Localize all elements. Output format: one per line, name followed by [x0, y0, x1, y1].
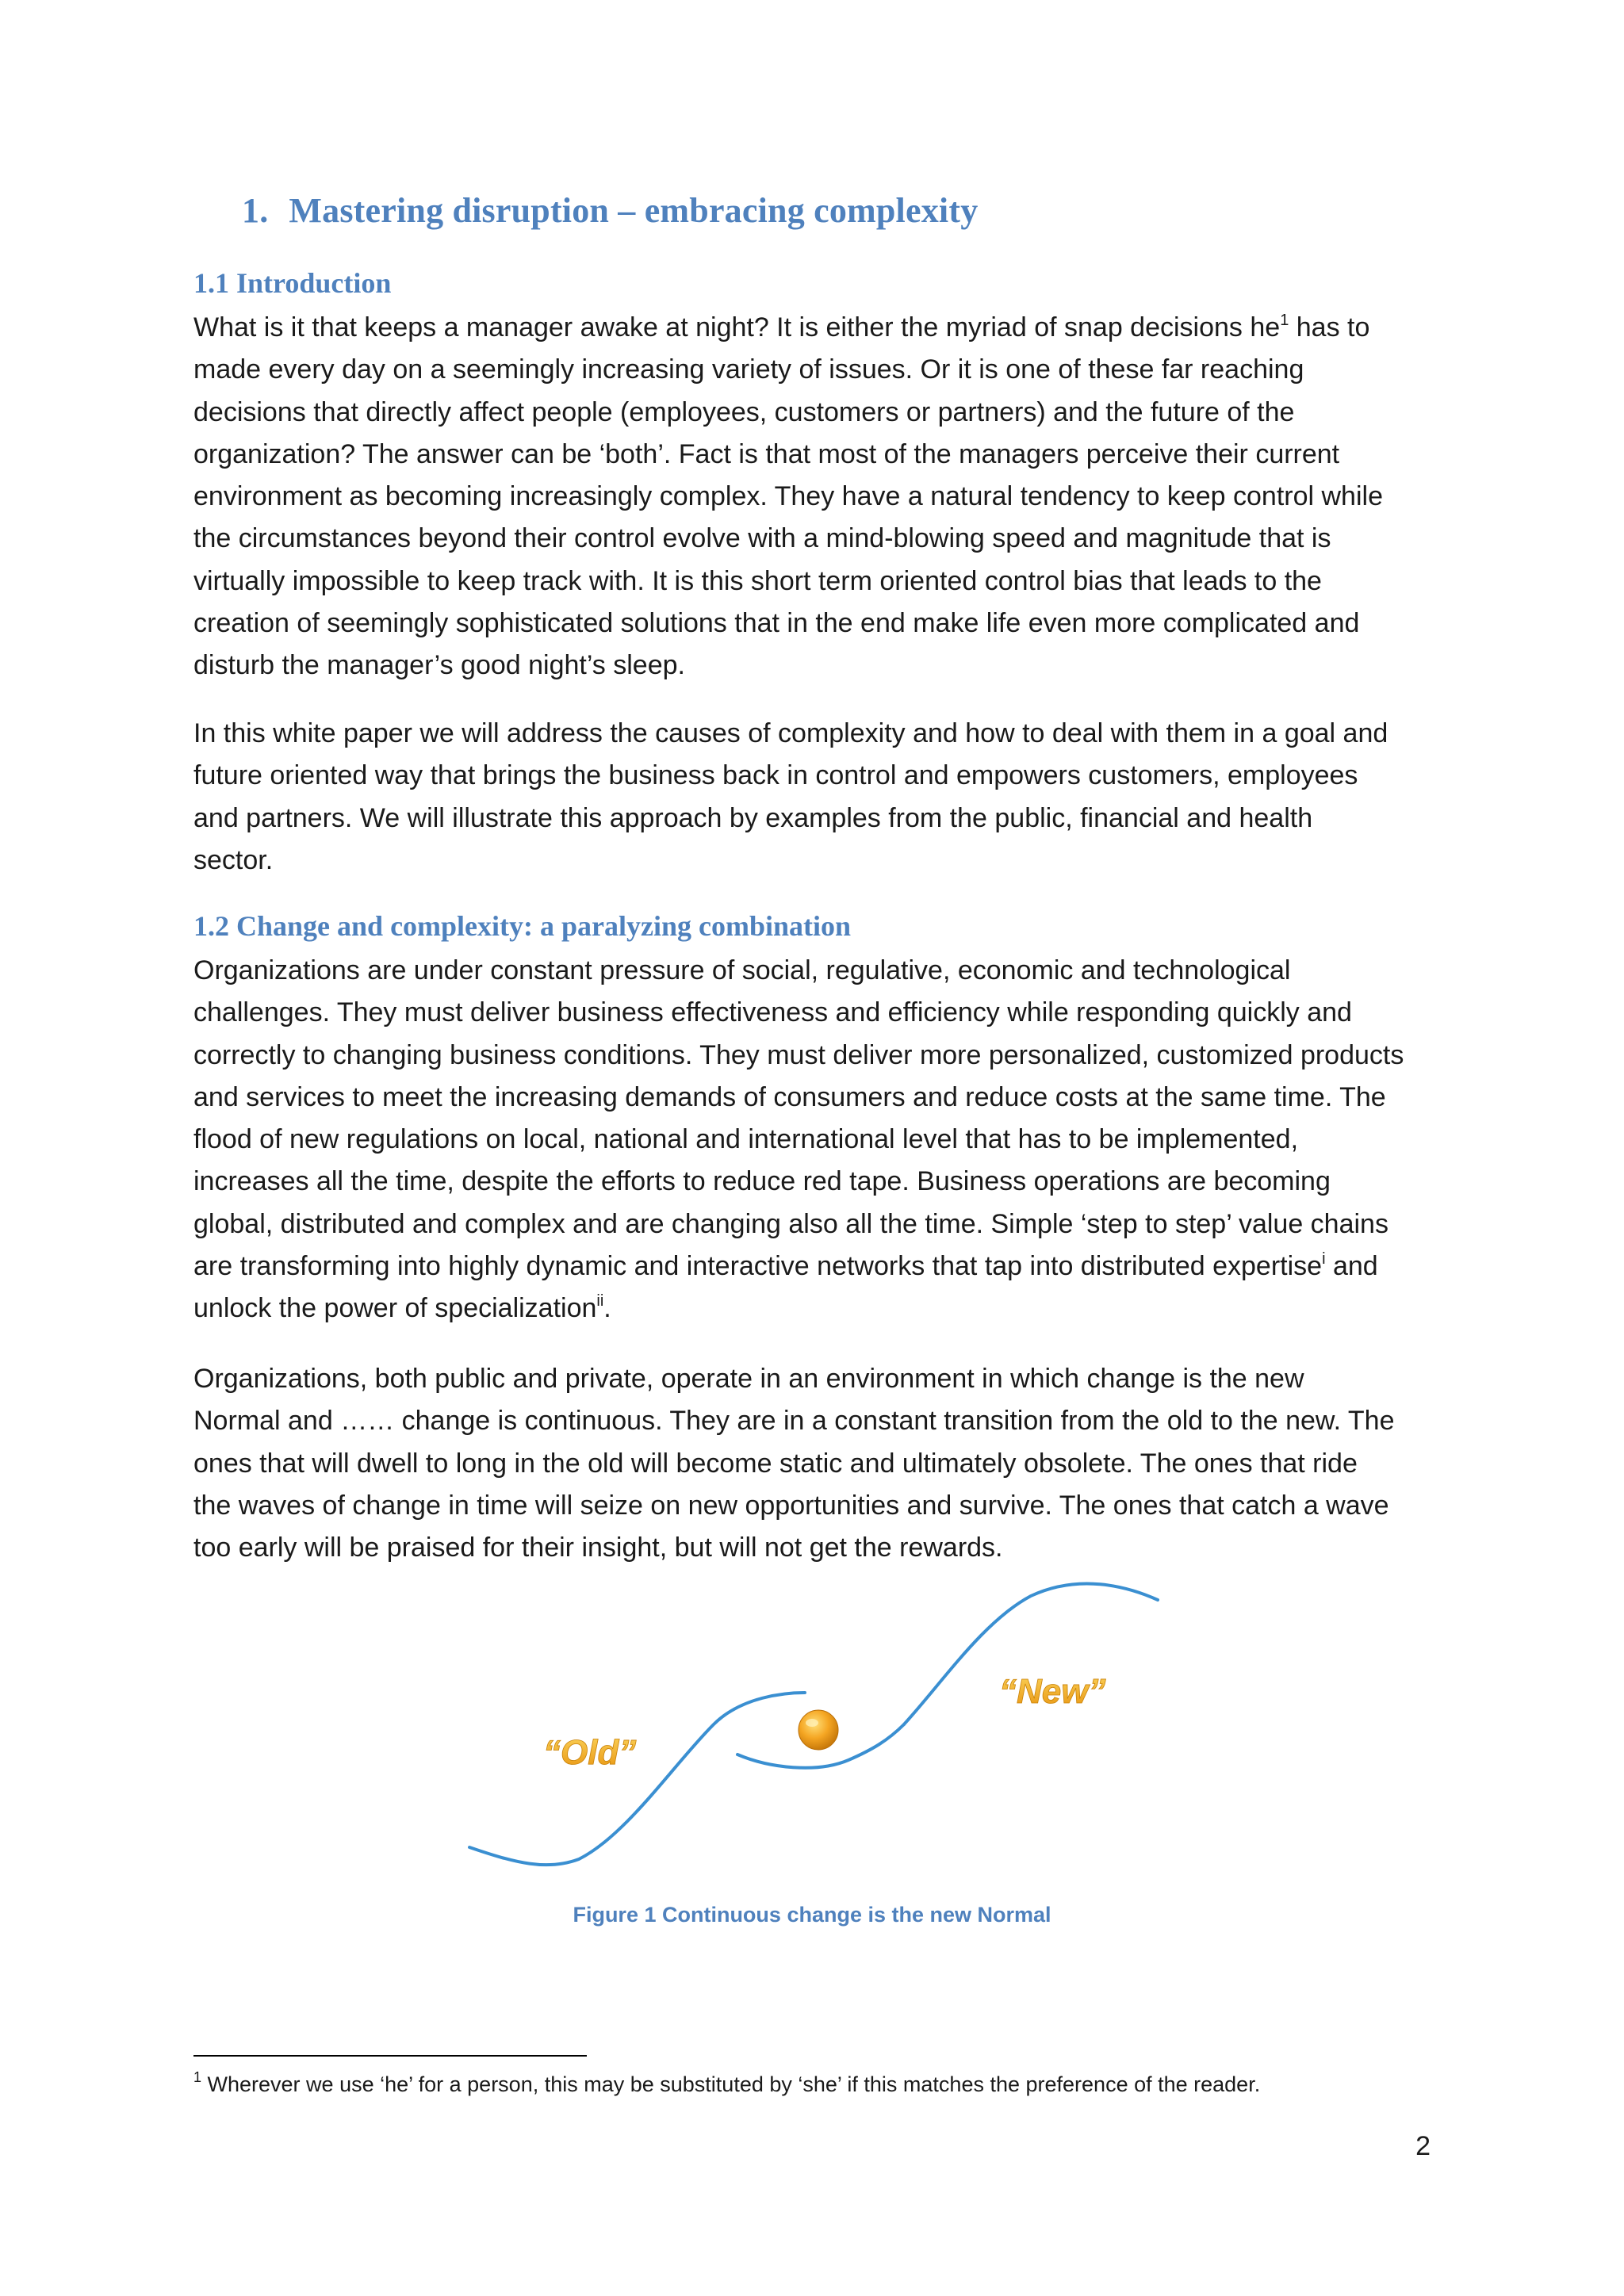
text-run: .	[603, 1293, 611, 1324]
change-paragraph-1	[193, 950, 1450, 1330]
text-line: Normal and …… change is continuous. They are in a constant transition from the old to the new. The	[193, 1406, 1395, 1437]
text-line	[193, 1288, 1450, 1330]
footnote-text: Wherever we use ‘he’ for a person, this may be substituted by ‘she’ if this matches the preference of the reader.	[201, 2072, 1261, 2096]
page-number: 2	[1415, 2131, 1431, 2161]
text-line: correctly to changing business conditions. They must deliver more personalized, customized products	[193, 1039, 1404, 1070]
text-line: Organizations are under constant pressure of social, regulative, economic and technological	[193, 955, 1291, 985]
text-line: made every day on a seemingly increasing variety of issues. Or it is one of these far reaching	[193, 354, 1304, 385]
figure-caption: Figure 1 Continuous change is the new Normal	[573, 1903, 1051, 1927]
wave-illustration	[444, 1574, 1189, 1899]
text-line: too early will be praised for their insight, but will not get the rewards.	[193, 1533, 1003, 1563]
old-wave-curve	[469, 1693, 805, 1865]
page-title	[242, 190, 978, 231]
text-line: future oriented way that brings the business back in control and empowers customers, employees	[193, 760, 1358, 791]
text-line: disturb the manager’s good night’s sleep.	[193, 650, 685, 681]
text-line: and partners. We will illustrate this approach by examples from the public, financial and health	[193, 802, 1313, 833]
text-line: the waves of change in time will seize on new opportunities and survive. The ones that catch a wave	[193, 1490, 1389, 1521]
label-old: “Old”	[543, 1733, 637, 1772]
text-line: flood of new regulations on local, national and international level that has to be implemented,	[193, 1124, 1299, 1155]
section-heading-introduction: 1.1 Introduction	[193, 267, 392, 299]
text-line	[193, 307, 1450, 349]
endnote-reference[interactable]: ii	[596, 1292, 604, 1311]
heading-title: Mastering disruption – embracing complexity	[289, 191, 979, 230]
text-run: unlock the power of specialization	[193, 1293, 597, 1324]
intro-paragraph-1	[193, 307, 1450, 687]
intro-paragraph-2	[193, 713, 1450, 882]
text-line: sector.	[193, 844, 274, 875]
text-line: decisions that directly affect people (employees, customers or partners) and the future of the	[193, 396, 1295, 427]
text-run: and	[1325, 1251, 1378, 1282]
footnote-reference[interactable]: 1	[1280, 312, 1289, 329]
text-line: global, distributed and complex and are changing also all the time. Simple ‘step to step’ value chains	[193, 1208, 1388, 1239]
section-heading-change-complexity: 1.2 Change and complexity: a paralyzing combination	[193, 910, 852, 942]
heading-number: 1.	[242, 191, 269, 230]
text-line: creation of seemingly sophisticated solutions that in the end make life even more complicated and	[193, 608, 1360, 639]
footnote	[193, 2069, 1261, 2097]
ball-icon	[799, 1710, 838, 1750]
text-run: What is it that keeps a manager awake at night? It is either the myriad of snap decisions he	[193, 312, 1281, 342]
text-line: environment as becoming increasingly complex. They have a natural tendency to keep control while	[193, 481, 1383, 512]
text-run: has to	[1289, 312, 1370, 342]
figure-continuous-change	[444, 1574, 1189, 1899]
text-line: ones that will dwell to long in the old will become static and ultimately obsolete. The ones that ride	[193, 1448, 1358, 1479]
text-line: virtually impossible to keep track with. It is this short term oriented control bias that leads to the	[193, 565, 1322, 596]
text-line: Organizations, both public and private, operate in an environment in which change is the new	[193, 1364, 1304, 1394]
text-line: the circumstances beyond their control evolve with a mind-blowing speed and magnitude that is	[193, 523, 1331, 554]
text-line: In this white paper we will address the causes of complexity and how to deal with them in a goal and	[193, 718, 1388, 748]
footnote-marker: 1	[193, 2069, 202, 2085]
label-new: “New”	[999, 1672, 1106, 1711]
text-line: challenges. They must deliver business effectiveness and efficiency while responding quickly and	[193, 997, 1352, 1028]
change-paragraph-2	[193, 1358, 1450, 1569]
footnote-separator	[193, 2055, 587, 2057]
endnote-reference[interactable]: i	[1322, 1250, 1326, 1269]
text-line: and services to meet the increasing demands of consumers and reduce costs at the same time. The	[193, 1081, 1386, 1112]
text-line	[193, 1246, 1450, 1288]
text-line: organization? The answer can be ‘both’. Fact is that most of the managers perceive their current	[193, 438, 1340, 469]
text-line: increases all the time, despite the efforts to reduce red tape. Business operations are becoming	[193, 1166, 1331, 1197]
text-run: are transforming into highly dynamic and interactive networks that tap into distributed expertise	[193, 1251, 1323, 1282]
